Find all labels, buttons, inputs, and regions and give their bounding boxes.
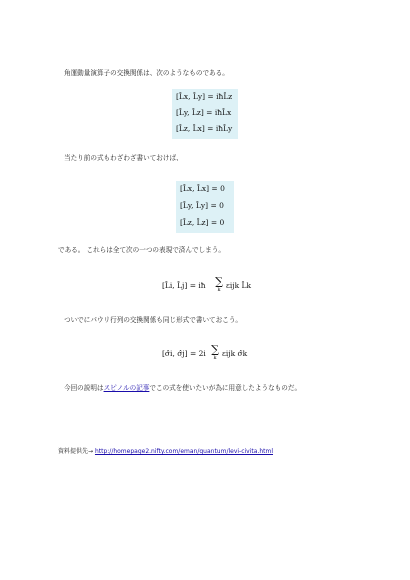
paragraph-trivial: 当たり前の式もわざわざ書いておけば、 <box>64 154 183 162</box>
source-url-link[interactable]: http://homepage2.nifty.com/eman/quantum/levi-civita.html <box>94 448 273 455</box>
closing-text-start: 今回の説明は <box>64 384 104 392</box>
sum-index: k <box>213 355 217 361</box>
equation-box-commutators <box>172 89 238 139</box>
equation-line: [L̂z, L̂x] = iħL̂y <box>176 124 233 133</box>
equation-pauli-rhs: εijk σ̂k <box>222 349 248 358</box>
equation-general-rhs: εijk L̂k <box>226 281 252 290</box>
paragraph-intro: 角運動量演算子の交換関係は、次のようなものである。 <box>64 69 229 77</box>
equation-line: [L̂x, L̂y] = iħL̂z <box>176 92 233 101</box>
paragraph-closing <box>64 384 301 393</box>
spinor-article-link[interactable]: スピノルの記事 <box>103 384 150 392</box>
source-credit <box>58 446 273 455</box>
sum-symbol: ∑ <box>211 343 219 356</box>
summation-general <box>214 276 224 293</box>
sum-index: k <box>217 287 221 293</box>
equation-line: [L̂x, L̂x] = 0 <box>180 184 225 193</box>
paragraph-pauli: ついでにパウリ行列の交換関係も同じ形式で書いておこう。 <box>64 316 243 324</box>
closing-text-end: でこの式を使いたいが為に用意したようなものだ。 <box>149 384 302 392</box>
equation-general-lhs: [L̂i, L̂j] = iħ <box>162 281 206 290</box>
credit-label: 資料提供先→ <box>58 448 94 455</box>
sum-symbol: ∑ <box>215 275 223 288</box>
equation-pauli-lhs: [σ̂i, σ̂j] = 2i <box>162 349 206 358</box>
equation-box-trivial <box>176 181 234 233</box>
summation-pauli <box>210 344 220 361</box>
equation-line: [L̂y, L̂z] = iħL̂x <box>176 108 232 117</box>
equation-line: [L̂y, L̂y] = 0 <box>180 201 224 210</box>
paragraph-general: である。 これらは全て次の一つの表現で済んでしまう。 <box>58 246 225 254</box>
equation-line: [L̂z, L̂z] = 0 <box>180 218 225 227</box>
